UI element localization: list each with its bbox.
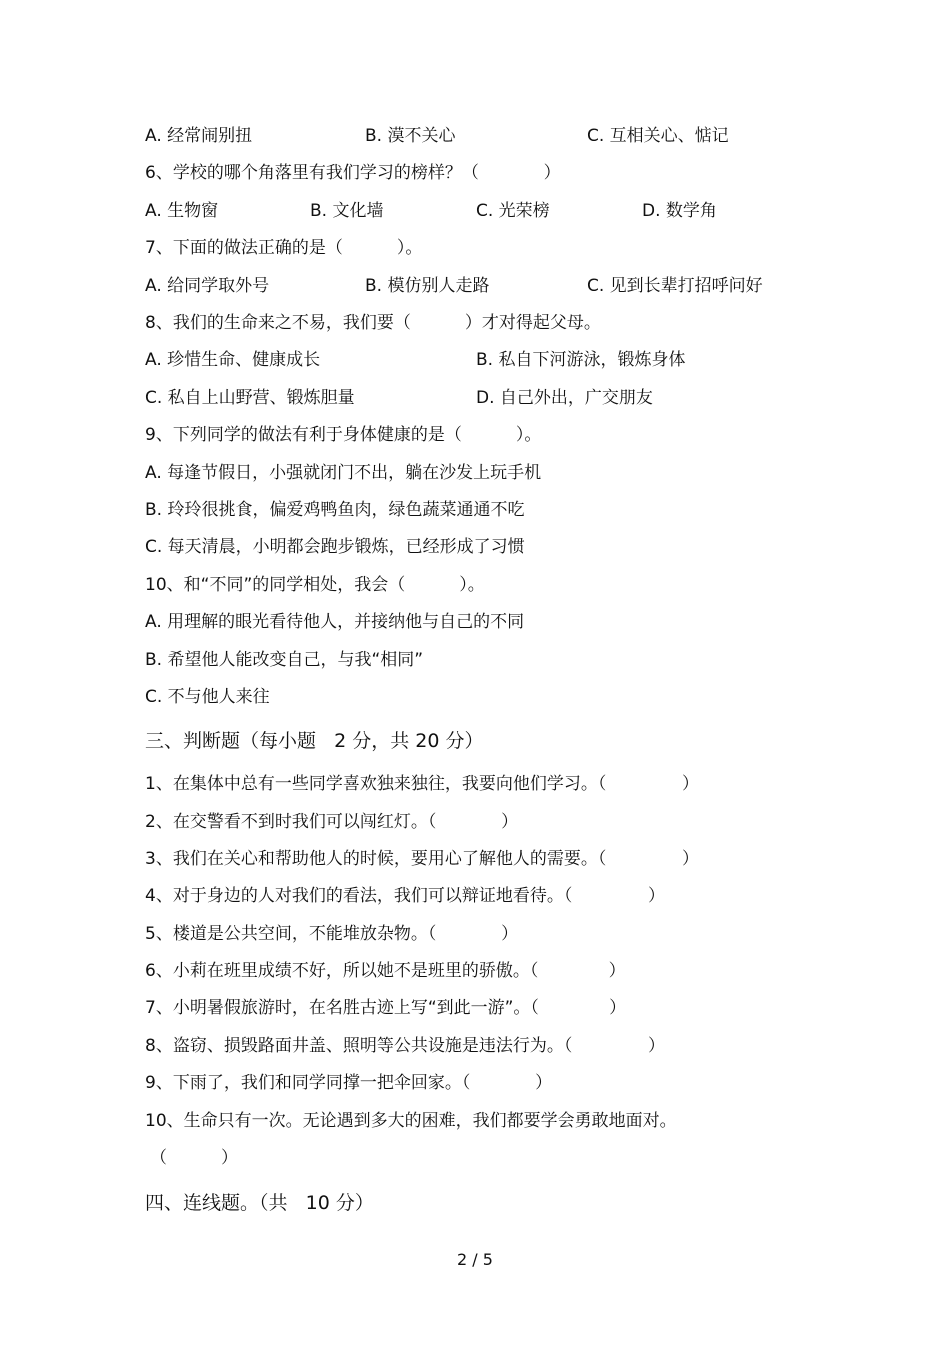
q8-stem: 8、我们的生命来之不易，我们要（ ）才对得起父母。 (145, 313, 601, 333)
judge-item-9: 9、下雨了，我们和同学同撑一把伞回家。（ ） (145, 1073, 553, 1093)
q8-option-a: A. 珍惜生命、健康成长 (145, 350, 321, 370)
judge-item-2: 2、在交警看不到时我们可以闯红灯。（ ） (145, 812, 519, 832)
q8-option-d: D. 自己外出，广交朋友 (476, 388, 653, 408)
q5-option-c: C. 互相关心、惦记 (587, 126, 729, 146)
q10-option-a: A. 用理解的眼光看待他人，并接纳他与自己的不同 (145, 612, 525, 632)
q8-option-b: B. 私自下河游泳，锻炼身体 (476, 350, 686, 370)
q9-option-c: C. 每天清晨，小明都会跑步锻炼，已经形成了习惯 (145, 537, 525, 557)
q10-option-c: C. 不与他人来往 (145, 687, 270, 707)
q6-option-a: A. 生物窗 (145, 201, 219, 221)
q7-option-c: C. 见到长辈打招呼问好 (587, 276, 763, 296)
q5-option-b: B. 漠不关心 (365, 126, 456, 146)
page-number: 2 / 5 (457, 1250, 493, 1269)
q9-option-a: A. 每逢节假日，小强就闭门不出，躺在沙发上玩手机 (145, 463, 542, 483)
judge-item-1: 1、在集体中总有一些同学喜欢独来独往，我要向他们学习。（ ） (145, 774, 699, 794)
judge-item-10-blank: （ ） (150, 1148, 239, 1168)
judge-item-3: 3、我们在关心和帮助他人的时候，要用心了解他人的需要。（ ） (145, 849, 699, 869)
section4-title: 四、连线题。（共 10 分） (145, 1192, 374, 1214)
q5-option-a: A. 经常闹别扭 (145, 126, 253, 146)
q10-stem: 10、和“不同”的同学相处，我会（ ）。 (145, 575, 485, 595)
q9-option-b: B. 玲玲很挑食，偏爱鸡鸭鱼肉，绿色蔬菜通通不吃 (145, 500, 525, 520)
judge-item-7: 7、小明暑假旅游时，在名胜古迹上写“到此一游”。（ ） (145, 998, 627, 1018)
q6-option-c: C. 光荣榜 (476, 201, 550, 221)
judge-item-4: 4、对于身边的人对我们的看法，我们可以辩证地看待。（ ） (145, 886, 665, 906)
q6-option-d: D. 数学角 (642, 201, 717, 221)
q9-stem: 9、下列同学的做法有利于身体健康的是（ ）。 (145, 425, 542, 445)
q6-stem: 6、学校的哪个角落里有我们学习的榜样？（ ） (145, 163, 561, 183)
judge-item-6: 6、小莉在班里成绩不好，所以她不是班里的骄傲。（ ） (145, 961, 626, 981)
q7-option-a: A. 给同学取外号 (145, 276, 270, 296)
q8-option-c: C. 私自上山野营、锻炼胆量 (145, 388, 355, 408)
q10-option-b: B. 希望他人能改变自己，与我“相同” (145, 650, 424, 670)
judge-item-8: 8、盗窃、损毁路面井盖、照明等公共设施是违法行为。（ ） (145, 1036, 665, 1056)
judge-item-5: 5、楼道是公共空间，不能堆放杂物。（ ） (145, 924, 519, 944)
q7-stem: 7、下面的做法正确的是（ ）。 (145, 238, 423, 258)
q7-option-b: B. 模仿别人走路 (365, 276, 490, 296)
judge-item-10: 10、生命只有一次。无论遇到多大的困难，我们都要学会勇敢地面对。 (145, 1111, 677, 1131)
q6-option-b: B. 文化墙 (310, 201, 384, 221)
section3-title: 三、判断题（每小题 2 分，共 20 分） (145, 730, 484, 752)
